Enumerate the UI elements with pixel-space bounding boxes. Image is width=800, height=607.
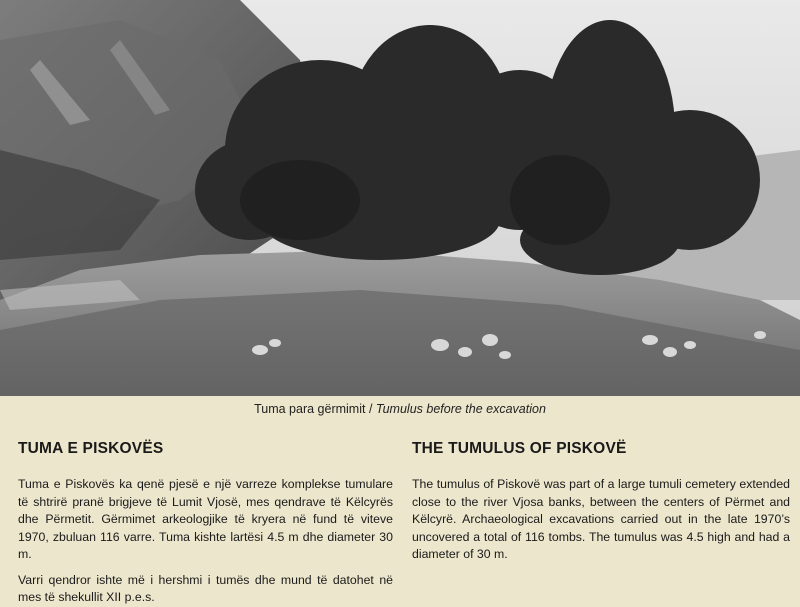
albanian-paragraph-2: Varri qendror ishte më i hershmi i tumës dhe mund të datohet në mes të shekullit XII p.e.s.: [18, 572, 393, 604]
english-heading: THE TUMULUS OF PISKOVË: [412, 440, 627, 457]
english-column: [412, 430, 790, 564]
english-paragraph-1: The tumulus of Piskovë was part of a large tumuli cemetery extended close to the river Vjosa banks, between the centers of Përmet and Këlcyrë. Archaeological excavations carried out in the late 1970’s uncovered a total of 116 tombs. The tumulus was 4.5 high and had a diameter of 30 m.: [412, 477, 790, 561]
albanian-heading: TUMA E PISKOVËS: [18, 440, 164, 457]
albanian-paragraph-1: Tuma e Piskovës ka qenë pjesë e një varreze komplekse tumulare të shtrirë pranë brigjeve të Lumit Vjosë, mes qendrave të Këlcyrës dhe Përmetit. Gërmimet arkeologjike të kryera në fund të viteve 1970, zbuluan 116 varre. Tuma kishte lartësi 4.5 m dhe diameter 30 m.: [18, 477, 393, 561]
caption-english: Tumulus before the excavation: [375, 402, 546, 416]
photo-caption: [0, 398, 800, 420]
caption-albanian: Tuma para gërmimit: [254, 402, 366, 416]
caption-separator: /: [365, 402, 376, 416]
albanian-column: [18, 430, 393, 607]
